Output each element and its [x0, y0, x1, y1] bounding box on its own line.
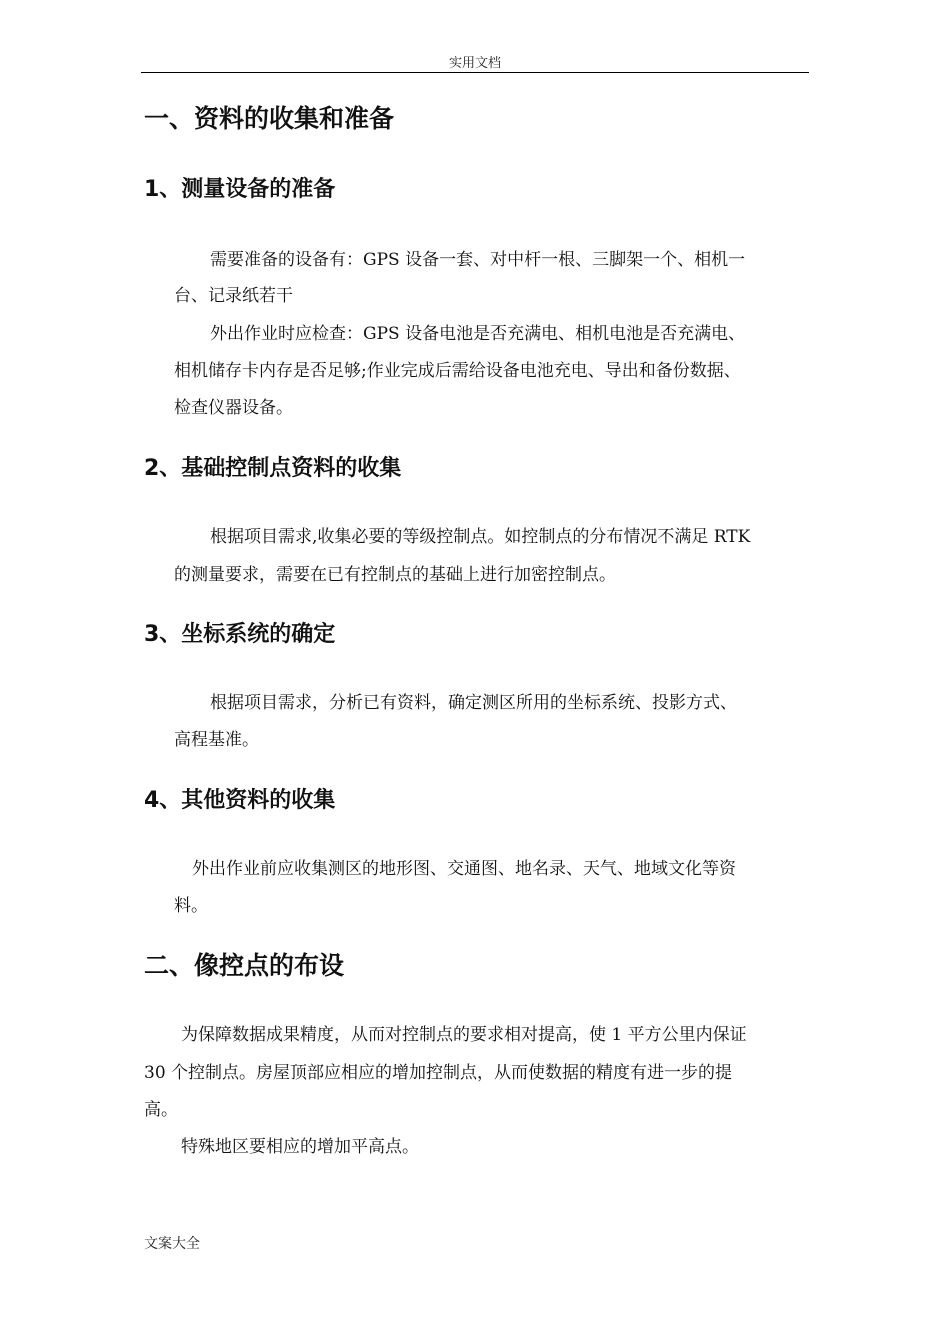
page-footer: 文案大全	[144, 1236, 200, 1252]
paragraph-line: 高程基准。	[174, 730, 259, 750]
paragraph-line: 外出作业前应收集测区的地形图、交通图、地名录、天气、地域文化等资	[192, 859, 736, 879]
section-title-2: 二、像控点的布设	[144, 951, 345, 980]
subsection-title-1-4: 4、其他资料的收集	[144, 788, 336, 813]
paragraph-line: 根据项目需求，分析已有资料，确定测区所用的坐标系统、投影方式、	[210, 693, 737, 713]
paragraph-line: 30 个控制点。房屋顶部应相应的增加控制点，从而使数据的精度有进一步的提	[144, 1063, 733, 1083]
paragraph-line: 检查仪器设备。	[174, 398, 293, 418]
subsection-title-1-2: 2、基础控制点资料的收集	[144, 456, 402, 481]
paragraph-line: 的测量要求，需要在已有控制点的基础上进行加密控制点。	[174, 565, 616, 585]
header-rule	[141, 72, 809, 73]
paragraph-line: 相机储存卡内存是否足够;作业完成后需给设备电池充电、导出和备份数据、	[174, 361, 741, 381]
subsection-title-1-1: 1、测量设备的准备	[144, 177, 336, 202]
paragraph-line: 料。	[174, 896, 208, 916]
paragraph-line: 特殊地区要相应的增加平高点。	[181, 1137, 419, 1157]
paragraph-line: 外出作业时应检查：GPS 设备电池是否充满电、相机电池是否充满电、	[210, 324, 746, 344]
paragraph-line: 为保障数据成果精度，从而对控制点的要求相对提高，使 1 平方公里内保证	[181, 1025, 747, 1045]
paragraph-line: 台、记录纸若干	[174, 286, 293, 306]
paragraph-line: 根据项目需求,收集必要的等级控制点。如控制点的分布情况不满足 RTK	[210, 527, 751, 547]
section-title-1: 一、资料的收集和准备	[144, 104, 395, 133]
page-header: 实用文档	[448, 56, 501, 71]
paragraph-line: 需要准备的设备有：GPS 设备一套、对中杆一根、三脚架一个、相机一	[210, 250, 746, 270]
subsection-title-1-3: 3、坐标系统的确定	[144, 622, 336, 647]
paragraph-line: 高。	[144, 1100, 178, 1120]
